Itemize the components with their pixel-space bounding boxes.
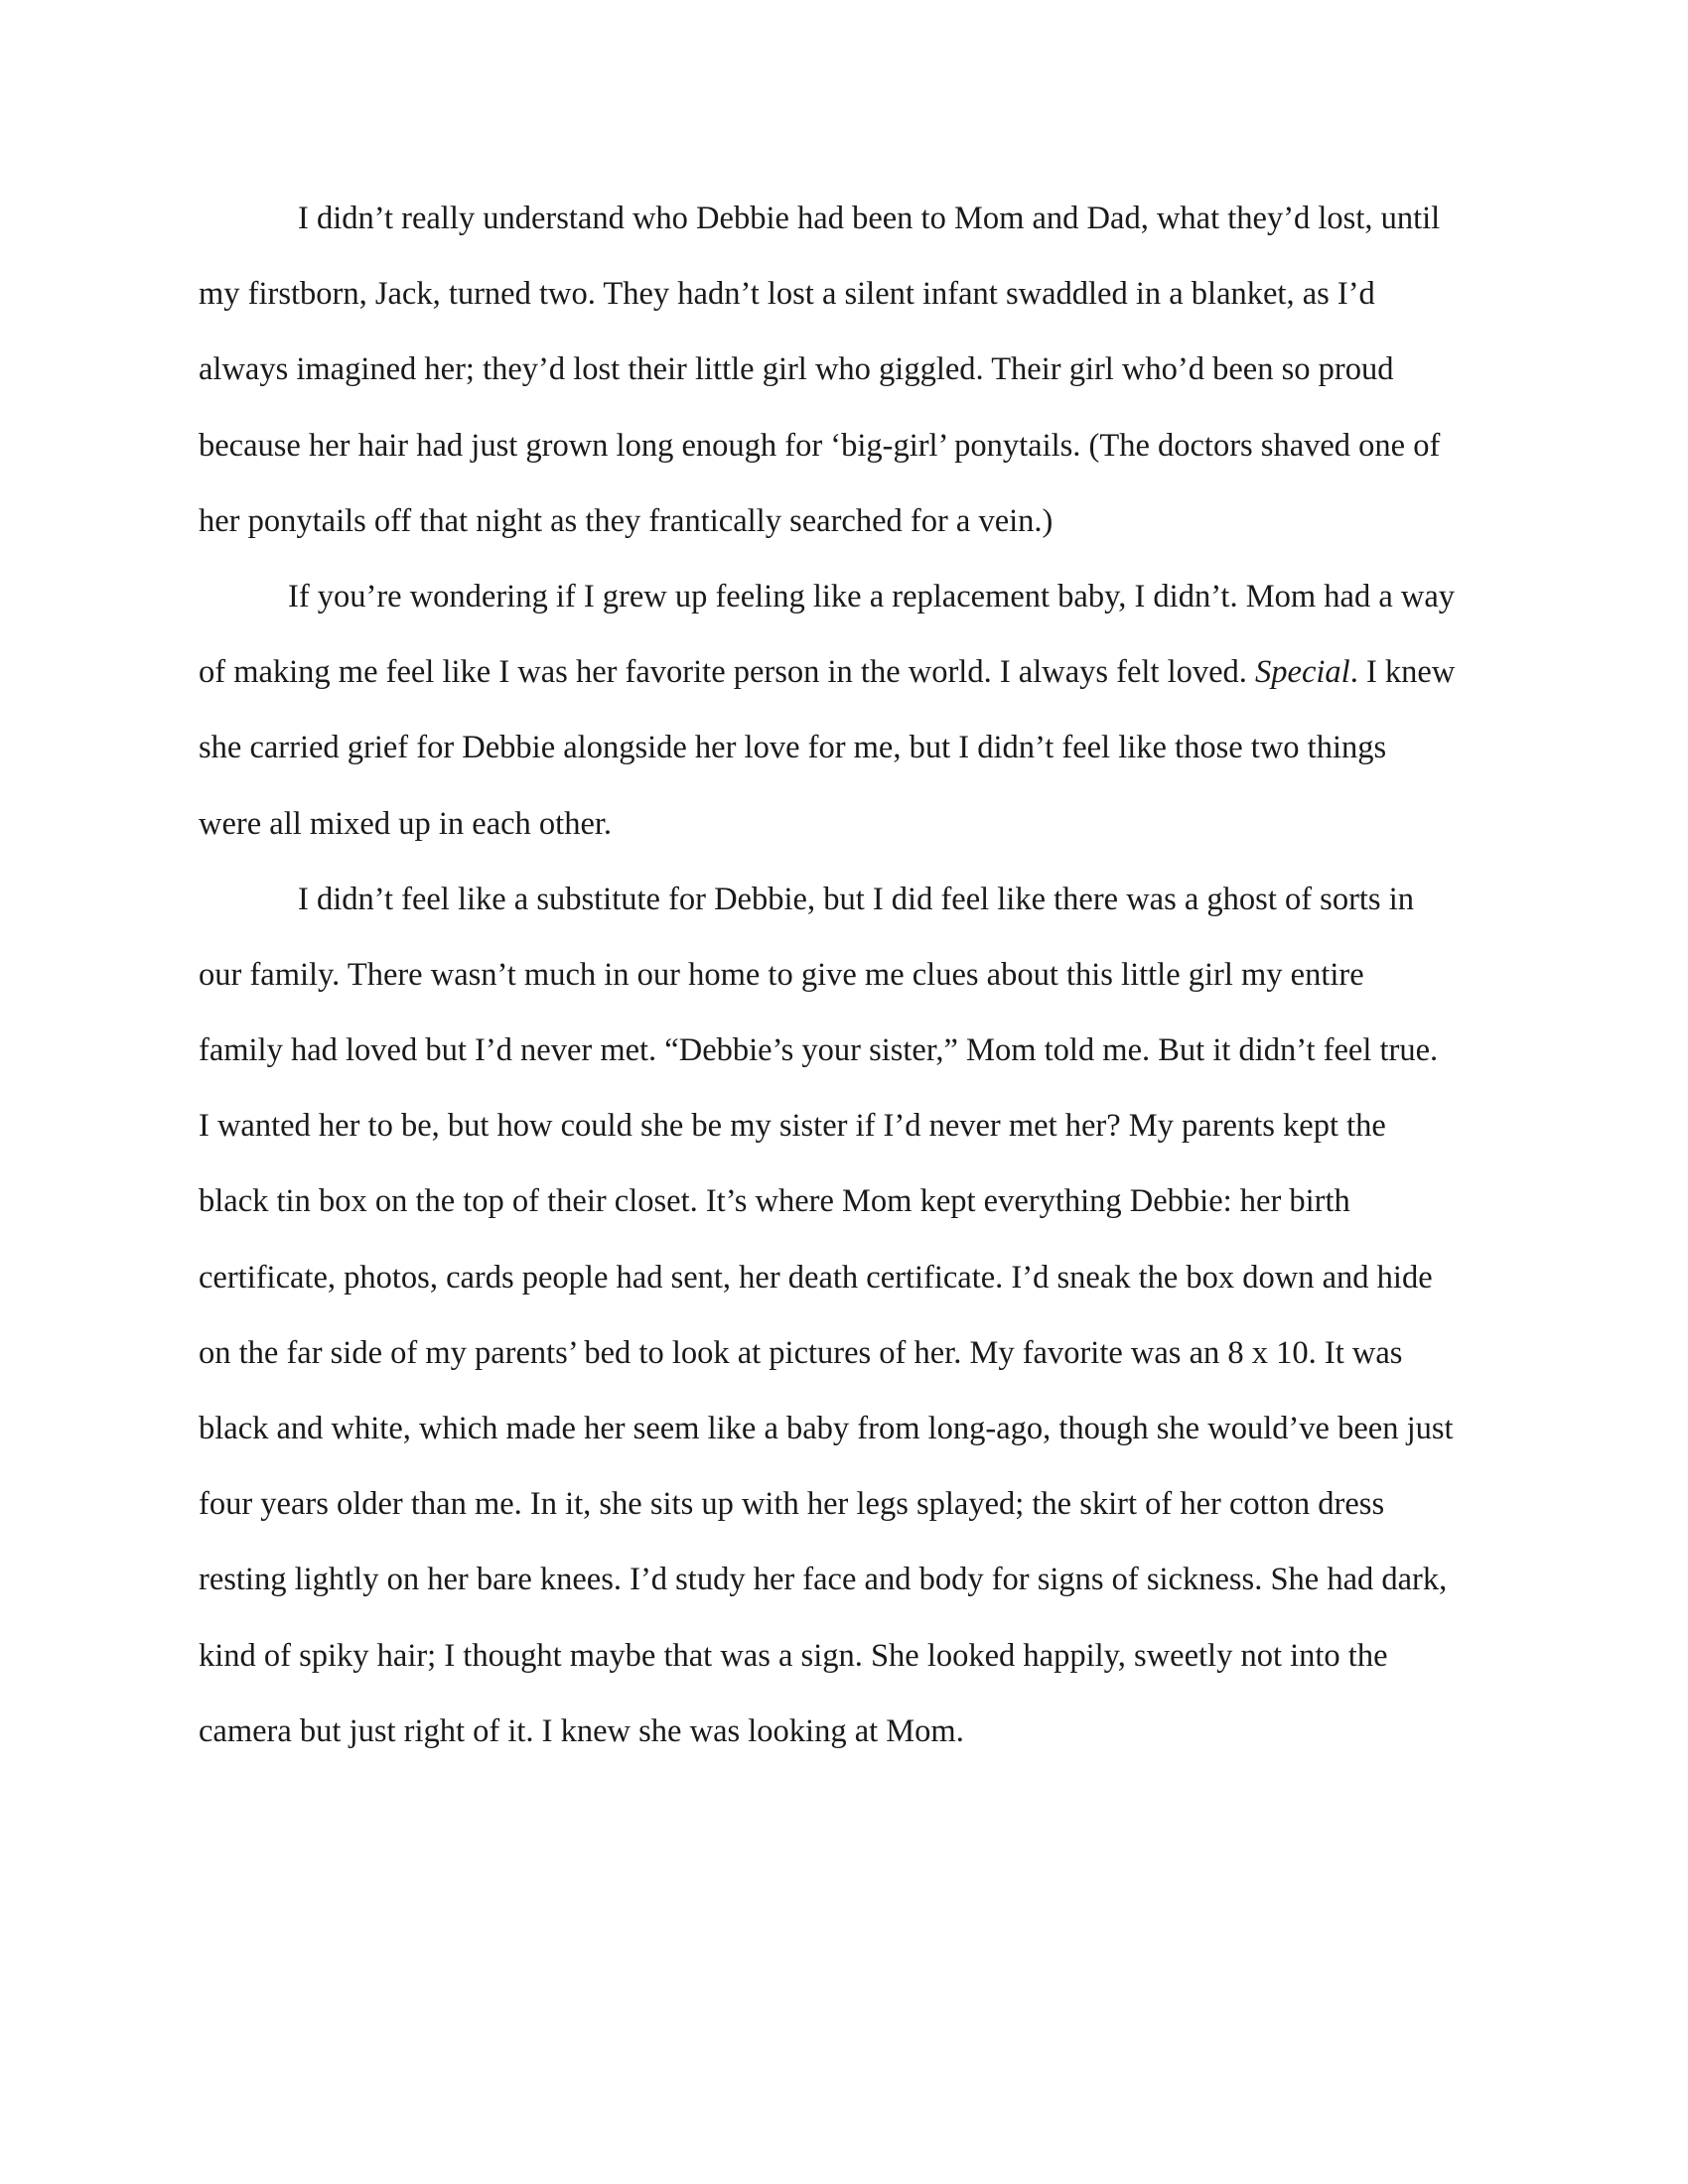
text-line: kind of spiky hair; I thought maybe that was a sign. She looked happily, sweetly not into the [199,1637,1388,1674]
text-line: black tin box on the top of their closet. It’s where Mom kept everything Debbie: her birth [199,1183,1350,1220]
text-segment: . I knew [1349,654,1456,691]
text-line: I didn’t feel like a substitute for Debbie, but I did feel like there was a ghost of sorts in [298,881,1414,917]
text-line [199,648,1499,724]
text-line: camera but just right of it. I knew she was looking at Mom. [199,1712,964,1749]
text-line: resting lightly on her bare knees. I’d study her face and body for signs of sickness. She had dark, [199,1562,1448,1598]
text-line: her ponytails off that night as they frantically searched for a vein.) [199,502,1054,539]
text-line: our family. There wasn’t much in our home to give me clues about this little girl my entire [199,956,1364,993]
text-line: always imagined her; they’d lost their little girl who giggled. Their girl who’d been so proud [199,351,1394,388]
text-line: black and white, which made her seem like a baby from long-ago, though she would’ve been just [199,1411,1454,1446]
text-line: were all mixed up in each other. [199,805,613,842]
text-line: she carried grief for Debbie alongside her love for me, but I didn’t feel like those two things [199,730,1387,766]
paragraph-3 [199,876,1499,1783]
text-line: because her hair had just grown long enough for ‘big-girl’ ponytails. (The doctors shaved one of [199,427,1441,464]
text-segment: of making me feel like I was her favorite person in the world. I always felt loved. [199,654,1256,691]
text-line: I didn’t really understand who Debbie had been to Mom and Dad, what they’d lost, until [298,201,1441,236]
text-line: If you’re wondering if I grew up feeling like a replacement baby, I didn’t. Mom had a way [288,578,1456,614]
text-line: certificate, photos, cards people had sent, her death certificate. I’d sneak the box down and hide [199,1259,1433,1296]
text-line: four years older than me. In it, she sits up with her legs splayed; the skirt of her cotton dress [199,1486,1385,1523]
paragraph-1 [199,195,1499,573]
text-line: family had loved but I’d never met. “Debbie’s your sister,” Mom told me. But it didn’t feel true. [199,1032,1439,1069]
paragraph-2 [199,573,1499,876]
text-line: I wanted her to be, but how could she be my sister if I’d never met her? My parents kept the [199,1108,1386,1145]
text-line: my firstborn, Jack, turned two. They hadn’t lost a silent infant swaddled in a blanket, as I’d [199,276,1375,313]
body-text [199,195,1499,1783]
italic-emphasis: Special [1255,654,1350,691]
text-line: on the far side of my parents’ bed to look at pictures of her. My favorite was an 8 x 10. It was [199,1334,1403,1371]
